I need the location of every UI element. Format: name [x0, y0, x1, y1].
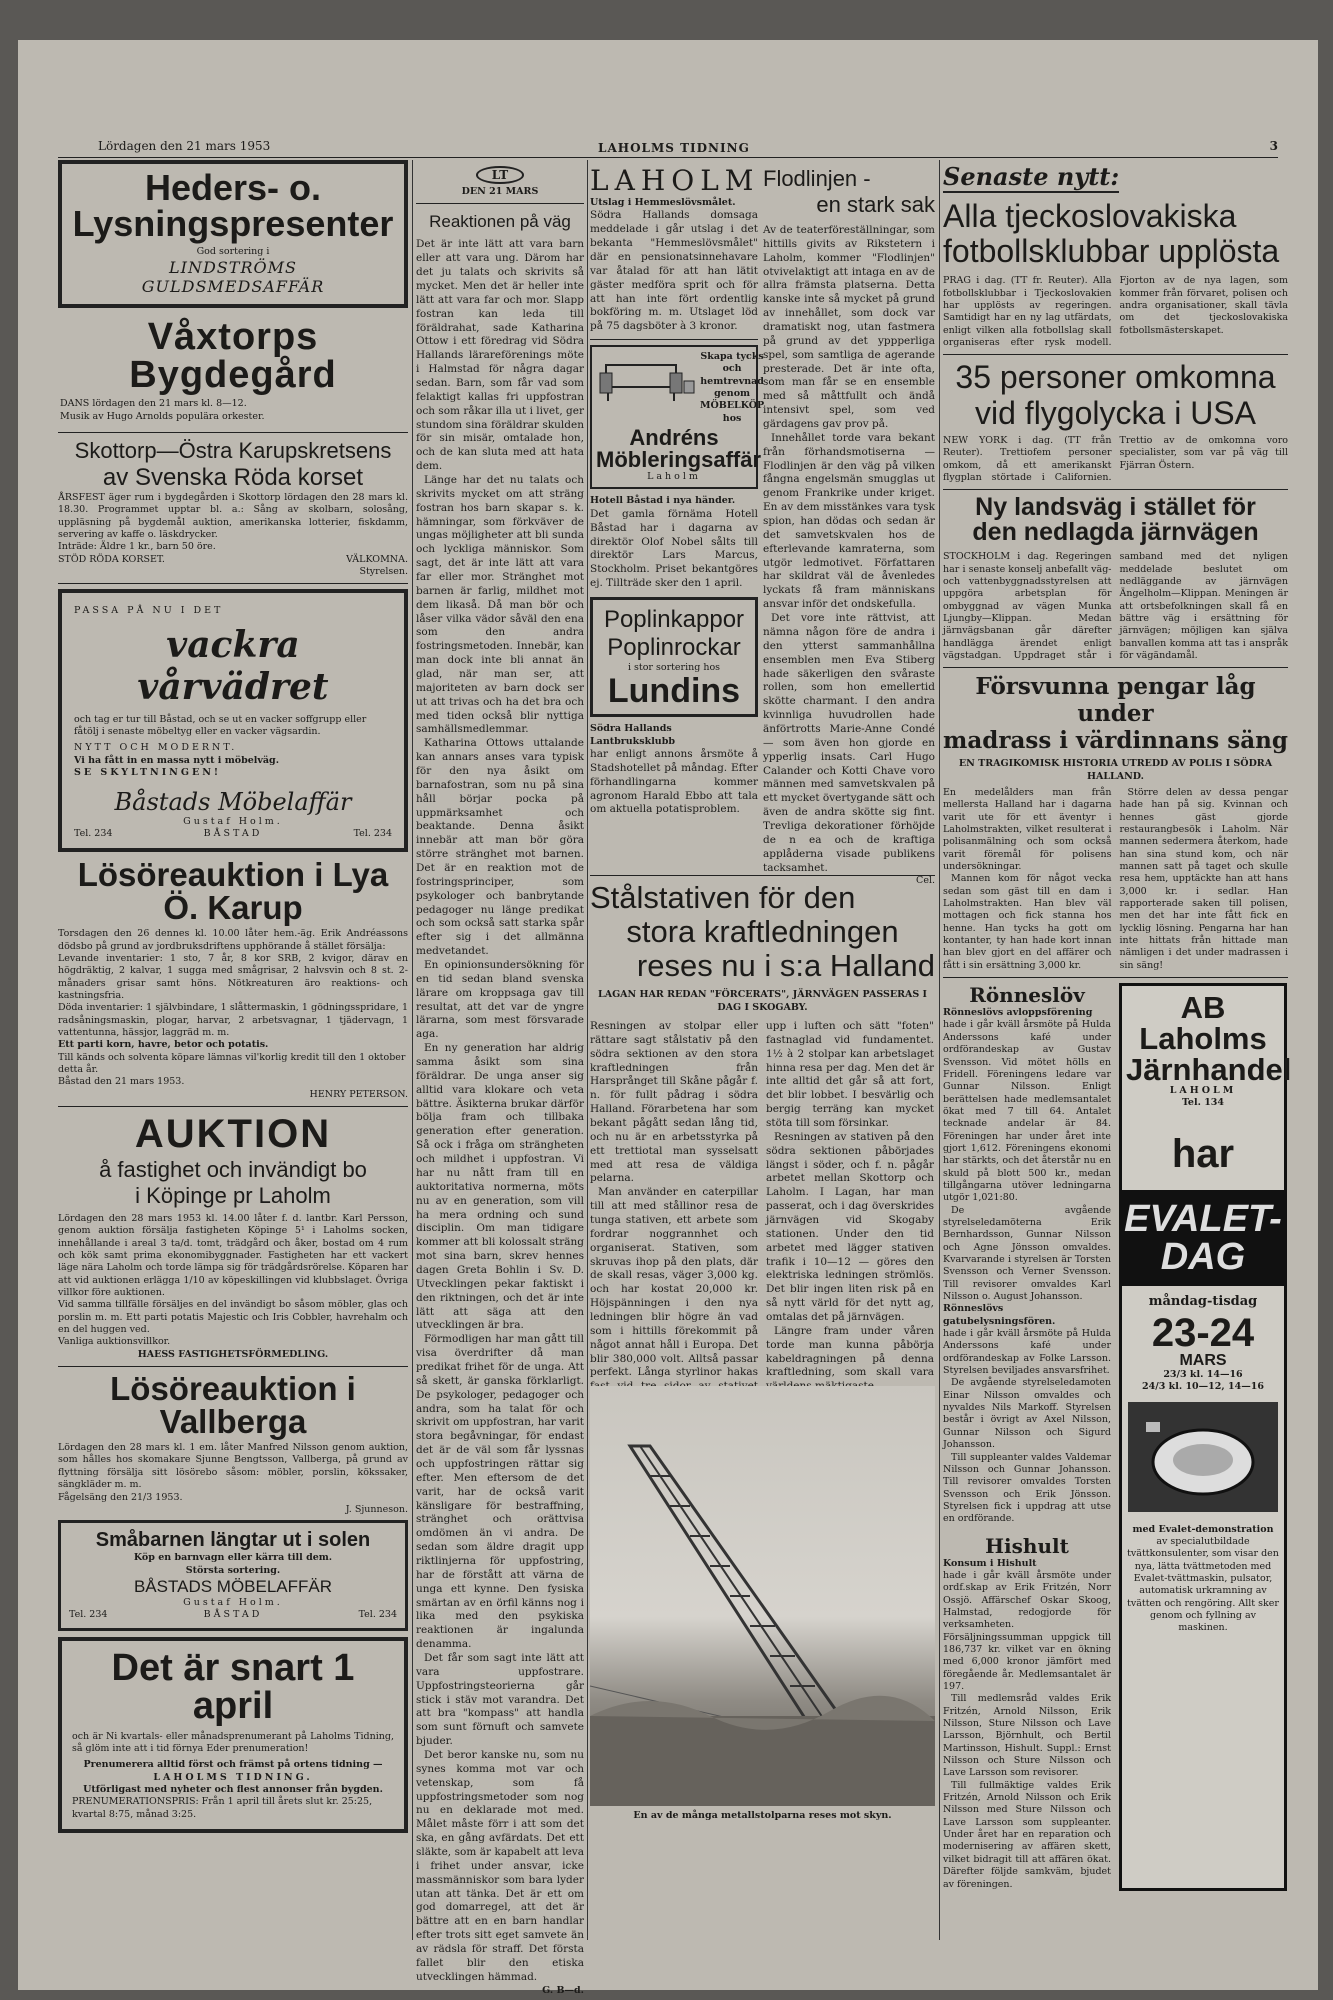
ad-smabarnen-shop: BÅSTADS MÖBELAFFÄR: [133, 1576, 333, 1596]
ad-evalet-time2: 24/3 kl. 10—12, 14—16: [1142, 1381, 1264, 1393]
column-editorial: [416, 160, 584, 1996]
ad-evalet-ab2: Järnhandel: [1126, 1052, 1292, 1088]
ad-vallberga: [58, 1372, 408, 1516]
ad-heders-shop2: GULDSMEDSAFFÄR: [141, 277, 325, 297]
column-rule: [412, 160, 413, 1940]
sodra-body: har enligt annons årsmöte å Stadshotellet på måndag. Efter förhandlingarna kommer agronom Harald Ebbo att tala om aktuella potatisproblem.: [590, 748, 758, 816]
usa-body: NEW YORK i dag. (TT från Reuter). Trettiofem personer omkom, då ett amerikanskt flygplan störtade i Californien. Trettio av de omkomna voro specialister, som var på väg till Fjärran Östern.: [943, 434, 1288, 483]
ad-lundins-line3: i stor sortering hos: [627, 661, 721, 673]
ad-lya-karup: [58, 858, 408, 1101]
sodra-title: Södra Hallands Lantbruksklubb: [590, 723, 675, 747]
column-rule: [939, 160, 940, 1940]
stal-title1: Stålstativen för den: [590, 880, 856, 915]
ad-vackra-body: och tag er tur till Båstad, och se ut en vacker soffgrupp eller fåtölj i senaste möbeltyg eller en vacker vägsardin.: [74, 713, 367, 738]
ad-april-utf: Utförligast med nyheter och flest annonser från bygden.: [83, 1783, 383, 1795]
editorial-badge: LT: [476, 166, 524, 184]
divider: [58, 432, 408, 433]
ad-smabarnen: [58, 1520, 408, 1630]
his-title: Hishult: [985, 1533, 1069, 1558]
ad-vaxtorp-musik: Musik av Hugo Arnolds populära orkester.: [60, 410, 265, 422]
fors-para: Mannen kom för något vecka sedan som gäst till en dam i Laholmstrakten. Han blev väl mottagen och fick stanna hos henne. Han tycks ha gott om kontanter, ty han hade kort innan han blev gjort en del affärer och fått i sin ersättning 3,000 kr.: [943, 873, 1112, 971]
ad-evalet-demo-title: med Evalet-demonstration: [1132, 1523, 1274, 1535]
ad-lundins-line1: Poplinkappor: [603, 605, 745, 633]
editorial-sign: G. B—d.: [542, 1984, 584, 1996]
ad-evalet-ab1: AB Laholms: [1139, 990, 1267, 1057]
ad-vallberga-title: Lösöreauktion i Vallberga: [110, 1370, 356, 1441]
ad-lya-karup-ett: Ett parti korn, havre, betor och potatis.: [58, 1039, 269, 1051]
ny-body: STOCKHOLM i dag. Regeringen har i senaste konselj anbefallt väg- och vattenbyggnadsstyrelsen att uppgöra arbetsplan för ombyggnad av vägen Munka Ljungby—Klippan. Medan järnvägsbanan går därefter handlägga ärendet enligt vägstadgan. Uppdraget står i samband med det nyligen meddelade beslutet om nedläggande av järnvägen Ängelholm—Klippan. Meningen är att ortsbefolkningen skall få en bättre väg i ersättning för järnvägen; möjligen kan själva banvallen komma att tas i anspråk för vägändamål.: [943, 551, 1288, 661]
ad-heders-shop1: LINDSTRÖMS: [169, 258, 297, 278]
ad-smabarnen-title: Småbarnen längtar ut i solen: [95, 1529, 371, 1552]
ad-evalet-ab3: LAHOLM: [1169, 1085, 1237, 1097]
ad-lya-karup-bastad: Båstad den 21 mars 1953.: [58, 1076, 185, 1088]
ad-evalet-time1: 23/3 kl. 14—16: [1163, 1368, 1243, 1380]
ad-vaxtorp-dans: DANS lördagen den 21 mars kl. 8—12.: [60, 398, 247, 410]
header-page-number: 3: [1269, 139, 1278, 153]
divider: [58, 1366, 408, 1367]
stal-para: Man använder en caterpillar till att med stållinor resa de tunga stativen, ett arbete som fordrar noggrannhet och organiserat. Stativen, som skruvas ihop på den plats, där de skall resas, väger 3,000 kg. och har kostat 20,000 kr. Höjspänningen i den nya ledningen blir högre än vad som i hittills förekommit på något annat håll i Europa. Det blir 380,000 volt. Alltså passar perfekt. Långa styrlinor hakas: [590, 1186, 758, 1379]
ad-andrens-line1: Skapa tycks och hemtrevnad genom: [700, 351, 764, 400]
column-flodlinjen: [763, 160, 935, 887]
laholm-sub: Utslag i Hemmeslövsmålet.: [590, 197, 736, 208]
divider: [416, 203, 584, 204]
flodlinjen-title1: Flodlinjen -: [763, 166, 871, 191]
ad-vackra-tel1: Tel. 234: [74, 827, 113, 839]
ad-evalet-ab4: Tel. 134: [1181, 1097, 1225, 1109]
ad-april-title: Det är snart 1 april: [111, 1646, 355, 1727]
tj-title1: Alla tjeckoslovakiska: [943, 198, 1237, 234]
header-date: Lördagen den 21 mars 1953: [98, 139, 271, 153]
divider: [943, 354, 1288, 355]
ad-april-pren: Prenumerera alltid först och främst på ortens tidning —: [83, 1759, 383, 1771]
flodlinjen-title2: en stark sak: [816, 192, 935, 217]
ad-vaxtorp-title: Våxtorps Bygdegård: [129, 316, 337, 397]
ad-evalet-dag: EVALET-DAG: [1124, 1197, 1282, 1278]
ad-auktion-body: Lördagen den 28 mars 1953 kl. 14.00 låter f. d. lantbr. Karl Persson, genom auktion försälja fastigheten Köpinge 5¹ i Laholms socken, innehållande i areal 3 ta/d. tomt, trädgård och åker, bostad om 4 rum och kök samt prima ekonomibyggnader. Fastigheten har ett vackert läge nära Laholm och torde lämpa sig för trädgårdsrörelse. Köparen har att vid auktionen erlägga 1/10 av köpeskillingen vid klubbslaget. Övriga villkor före auktionen.: [58, 1213, 408, 1299]
ny-title2: den nedlagda järnvägen: [972, 518, 1259, 547]
stal-para: Längre fram under våren torde man kunna påbörja kabeldragningen på denna kraftledning, som skall vara: [766, 1324, 934, 1379]
ad-evalet-demo-body: av specialutbildade tvättkonsulenter, som visar den nya, lätta tvättmetoden med Evalet-tvättmaskin, pulsator, automatisk urkramning av tvätten och rengöring. Allt sker genom och fyllning av maskinen.: [1127, 1535, 1279, 1634]
ran-sub2: Rönneslövs gatubelysningsfören.: [943, 1303, 1056, 1327]
pylon-caption: En av de många metallstolparna reses mot skyn.: [633, 1810, 892, 1821]
washing-machine-icon: [1128, 1402, 1278, 1512]
ran-para: De avgående styrelseledamöterna Erik Bernhardsson, Gunnar Nilsson och Agne Jönsson omvaldes. Kvarvarande i styrelsen är Torsten Svensson och Verner Svensson. Till revisorer omvaldes Karl Nilsson o. August Johansson.: [943, 1204, 1111, 1303]
ran-sub: Rönneslövs avloppsförening: [943, 1007, 1093, 1019]
ad-smabarnen-owner: Gustaf Holm.: [183, 1596, 283, 1608]
ad-andrens-name: Andréns Möbleringsaffär: [596, 425, 762, 473]
ad-andrens: [590, 345, 765, 489]
ad-smabarnen-tel2: Tel. 234: [358, 1609, 397, 1621]
divider: [943, 977, 1288, 978]
divider: [943, 489, 1288, 490]
column-rule: [587, 160, 588, 1940]
ad-vackra-title: vackra vårvädret: [137, 623, 329, 708]
fors-title2: madrass i värdinnans säng: [943, 727, 1288, 755]
ad-auktion-title: AUKTION: [134, 1112, 332, 1156]
stal-para: Resningen av stativen på den södra sektionen påbörjades längst i söder, och f. n. pågår arbetet mellan Skottorp och Laholm. I Lagan, har man passerat, och i dag överskrides järnvägen vid Skogaby stationen. Under den tid arbetet med lägger stativen trafik i 10—12 — göres den elektriska ledningen strömlös. Det blir ingen liten risk på en så nytt värld för det nytt ag, omtalas det på järnvägen.: [766, 1130, 934, 1324]
ad-auktion: [58, 1112, 408, 1361]
column-laholm: [590, 160, 765, 860]
ad-skottorp-intrade: Inträde: Äldre 1 kr., barn 50 öre.: [58, 541, 216, 553]
newspaper-page: [18, 40, 1318, 1996]
ad-heders-title: Heders- o. Lysningspresenter: [72, 167, 394, 244]
ad-vaxtorp: [58, 314, 408, 427]
divider: [590, 339, 758, 340]
usa-title1: 35 personer omkomna: [955, 359, 1276, 396]
ran-title: Rönneslöv: [969, 983, 1085, 1008]
column-ads-left: [58, 160, 408, 1960]
ad-andrens-line2: MÖBELKÖP hos: [700, 400, 765, 424]
ad-skottorp-styrelsen: Styrelsen.: [359, 566, 408, 578]
ad-april: [58, 1637, 408, 1833]
stal-title3: reses nu i s:a Halland: [636, 948, 935, 984]
ran-para: hade i går kväll årsmöte på Hulda Anderssons kafé under ordförandeskap av Gustav Svensson. Vid mötet hölls en Fridell. Föreningens ledare var Gunnar Nilsson. Enligt berättelsen hade medlemsantalet ökat med 7 till 64. Antalet tecknade andelar är 84. Föreningen har under året inte gjort 1,612. Föreningens ekonomi har stärkts, och det återstår nu en skuld på blott 500 kr., medan tillgångarna utöver ledningarna utgör 1,021:80.: [943, 1019, 1111, 1204]
pylon-photo-block: [590, 1380, 935, 1820]
fors-title1: Försvunna pengar låg under: [975, 673, 1256, 728]
editorial-para: Förmodligen har man gått till visa överdrifter då man predikat frihet för de unga. Att så skett, är ganska förklarligt. De psykologer, pedagoger och andra, som ha talat för och skrivit om uppfostran, har varit stora begåvningar, för endast det är de väl som får lyssnas och uppfostringen rättar sig efter. Men eftersom de det varit, har de också varit känsligare för bestraffning, stränghet och orättvisa omdömen än vi andra. De sedan som äldre dragit upp riktlinjerna för uppfostring, har de förstått att värna de unga ett kynne. Den fysiska smärtan av en örfil känns nog i lika med den psykiska reaktionen är ingalunda denamma.: [416, 1333, 584, 1651]
ad-lundins: [590, 597, 758, 717]
his-para: Till medlemsråd valdes Erik Fritzén, Arnold Nilsson, Erik Nilsson, Sture Nilsson och Lave Larsson, Björnhult, och Bertil Martinsson, Hishult. Suppl.: Ernst Nilsson och Sture Nilsson och Lave Larsson som revisorer.: [943, 1693, 1111, 1779]
stal-sub: LAGAN HAR REDAN "FÖRCERATS", JÄRNVÄGEN PASSERAS I DAG I SKOGABY.: [598, 989, 927, 1013]
ad-vallberga-body: Lördagen den 28 mars kl. 1 em. låter Manfred Nilsson genom auktion, som hålles hos skomakare Sjunne Bengtsson, Vallberga, på grund av flyttning försälja sitt lösörebo såsom: möbler, porslin, kökssaker, sängkläder m. m.: [58, 1442, 408, 1491]
divider: [590, 875, 935, 876]
ad-smabarnen-line1: Köp en barnvagn eller kärra till dem.: [133, 1552, 333, 1564]
editorial-para: Det får som sagt inte lätt att vara uppfostrare. Uppfostringsteorierna går stick i stäv mot varandra. Det att bra "kompass" att handla som sunt förnuft och samvete bjuder.: [416, 1652, 584, 1748]
editorial-date: DEN 21 MARS: [461, 186, 539, 197]
ad-lundins-line2: Poplinrockar: [607, 633, 741, 661]
column-senaste-nytt: [943, 160, 1292, 1960]
ad-evalet-har: har: [1171, 1131, 1235, 1176]
ad-vallberga-date: Fågelsäng den 21/3 1953.: [58, 1491, 183, 1503]
tj-body: PRAG i dag. (TT fr. Reuter). Alla fotbollsklubbar i Tjeckoslovakien har upplösts av regeringen. Samtidigt har en ny lag utfärdats, enligt vilken alla fotbollslag skall organiseras efter rysk modell. Fjorton av de nya lagen, som kommer från förvaret, polisen och andra organisationer, skall tävla om det tjeckoslovakiska fotbollsmästerskapet.: [943, 275, 1288, 349]
ad-heders: [58, 160, 408, 308]
divider: [943, 667, 1288, 668]
flodlinjen-para: Det vore inte rättvist, att nämna någon före de andra i den ytterst sammanhållna ensemblen men Eva Stiberg hade säkerligen den svåraste rollen, som hon emellertid skötte charmant. I den andra kvinnliga huvudrollen hade änförtrotts Marie-Anne Condé — som även hon gjorde en ypperlig insats. Carl Hugo Calander och Kotti Chave voro männen med samvetskvalen på ett mycket övertygande sätt och även de andra skötte sig fint. Trevliga dekorationer förhöjde de n ea och de kraftiga applåderna visade publikens tacksamhet.: [763, 612, 935, 874]
laholm-body: Södra Hallands domsaga meddelade i går utslag i det bekanta "Hemmeslövsmålet" där en pensionatsinnehavare var åtalad för att han lätit gäster medföra sprit och för att han inte fört ordentlig bokföring m. m. Utslaget löd på 75 dagsböter à 3 kronor.: [590, 209, 758, 333]
ad-vackra-town: BÅSTAD: [203, 827, 263, 839]
ad-evalet-days: måndag-tisdag: [1148, 1293, 1258, 1309]
his-para: hade i går kväll årsmöte under ordf.skap av Erik Fritzén, Norr Ossjö. Affärschef Oskar Skoog, Halmstad, redogjorde för verksamheten. Försäljningssumman uppgick till 186,737 kr. vilket var en ökning med 6,000 kronor jämfört med föregående år. Medlemsantalet är 197.: [943, 1569, 1111, 1692]
ad-lya-karup-doda: Döda inventarier: 1 självbindare, 1 slåttermaskin, 1 gödningsspridare, 1 radsåningsmaskin, plogar, harvar, 2 arbetsvagnar, 1 tjädervagn, 1 vattentunna, hässjor, laggräd m. m.: [58, 1002, 408, 1038]
editorial-para: Det är inte lätt att vara barn eller att vara ung. Därom har det ju talats och skrivits så mycket. Men det är heller inte lätt att vara far och mor. Slapp fostran kan leda till föräldrahat, sade Katharina Ottow i ett föredrag vid Södra Hallands lärareförenings möte i Halmstad för några dagar sedan. Barn, som får vad som felaktigt kallas fri uppfostran och som råkar illa ut i livet, ger stundom sina föräldrar skulden för sin misär, omtalade hon, och de kan sluta med att hata dem.: [416, 238, 584, 473]
ad-smabarnen-town: BÅSTAD: [203, 1609, 263, 1621]
ad-smabarnen-line2: Största sortering.: [185, 1564, 281, 1576]
ad-skottorp-title2: av Svenska Röda korset: [102, 464, 364, 492]
editorial-para: En ny generation har aldrig samma åsikt som sina föräldrar. De unga anser sig alltid vara klokare och veta bättre. Äsikterna brukar därför bölja fram och tillbaka generation efter generation. Så ock i fråga om strängheten och mildhet i uppfostran. Vi har nu nått fram till en auktoritativa normerna, möts nu av en generation, som vill ha mera ordning och sund disciplin. Om man tidigare kommer att bli kolossalt sträng mot sina barn, skrev hennes dagen Greta Bohlin i Sv. D. Utvecklingen pekar faktiskt i den riktningen, och det är inte lätt att säga att den utvecklingen är bra.: [416, 1042, 584, 1332]
ran-para: Till suppleanter valdes Valdemar Nilsson och Gunnar Johansson. Till revisorer omvaldes Torsten Svensson och Erik Jönsson. Styrelsen fick i uppdrag att utse en ordförande.: [943, 1451, 1111, 1525]
ad-skottorp: [58, 438, 408, 578]
his-sub: Konsum i Hishult: [943, 1557, 1037, 1569]
ad-skottorp-body: ÅRSFEST äger rum i bygdegården i Skottorp lördagen den 28 mars kl. 18.30. Programmet upptar bl. a.: Sång av skolbarn, solosång, uppläsning på bygdemål auktion, amerikanska lotterier, fiskdamm, servering av kaffe o. läskdrycker.: [58, 492, 408, 541]
local-news: [943, 983, 1111, 1891]
ad-skottorp-stod: STÖD RÖDA KORSET.: [58, 553, 165, 565]
editorial-para: Katharina Ottows uttalande kan annars anses vara typisk för den nya åsikt om barnafostran, som nu på sina håll börjar pocka på uppmärksamhet och beaktande. Denna åsikt innebär att man bör göra större stränghet mot barnen. Det är en reaktion mot de fostringsprinciper, som psykologer och banbrytande pedagoger nu länge predikat och som också satt starka spår efter sig i det allmänna medvetandet.: [416, 737, 584, 958]
flodlinjen-para: Innehållet torde vara bekant från förhandsmotiserna — Flodlinjen är den väg på vilken fångna engelsmän smugglas ut genom Frankrike under kriget. En av dem misstänkes vara tysk spion, han dödas och sedan är det samvetskvalen hos de efterlevande kamraterna, som utgör ledmotivet. Författaren har skildrat väl de åvenledes lyckats få fram människans ansvar inför det ondskefulla.: [763, 431, 935, 611]
hotell-title: Hotell Båstad i nya händer.: [590, 495, 736, 507]
hotell-body: Det gamla förnäma Hotell Båstad har i dagarna av direktör Olof Nobel sålts till direktör Lars Marcus, Stockholm. Priset bekantgöres ej. Tillträde sker den 1 april.: [590, 507, 758, 590]
editorial-para: Länge har det nu talats och skrivits mycket om att sträng fostran hos barn skapar s. k. hämningar, som förkväver de ungas möjligheter att bli sunda och lyckliga människor. Som sagt, det är inte lätt att vara far eller mor. Stränghet mot barnen är farlig, mildhet mot dem likaså. Då man bör och låser vilka vädor såväl den ena som den andra fostringsmetoden. Innebär, kan man dock inte bli annat än glad, när man ser, att majoriteten av barn dock ser ut att trivas och ha det bra och med tiden också blir nyttiga samhällsmedlemmar.: [416, 473, 584, 736]
ad-heders-line: God sortering i: [196, 246, 270, 257]
divider: [58, 583, 408, 584]
ad-vackra-pre: PASSA PÅ NU I DET: [74, 605, 224, 617]
usa-title2: vid flygolycka i USA: [975, 394, 1256, 431]
flodlinjen-sign: Cel.: [916, 875, 935, 887]
ad-evalet-banner: [1122, 1190, 1284, 1286]
header-paper-name: LAHOLMS TIDNING: [598, 141, 750, 155]
ad-andrens-town: Laholm: [647, 471, 701, 483]
tj-title2: fotbollsklubbar upplösta: [943, 233, 1280, 270]
flodlinjen-para: Av de teaterföreställningar, som hittills givits av Rikstetern i Laholm, kommer "Flodlinjen" otvivelaktigt att intaga en av de allra främsta platserna. Detta kanske inte så mycket på grund av innehållet, som dock var dramatiskt nog, utan fastmera på grund av det yppperliga spel, som samtliga de agerande presterade. Det är inte ofta, som man får se en ensemble med så måttfullt och ändå intensivt spel, som ved gärdagens gav prov på.: [763, 224, 935, 431]
sofa-illustration-icon: [596, 351, 696, 407]
stal-para: Resningen av stolpar eller rättare sagt stålstativ på den södra sektionen av den stora kraftledningen från Harsprånget till Skåne pågår f. n. för fullt pådrag i södra Halland. Förarbetena har som bekant pågått sedan lång tid, och nu är en arbetsstyrka på ett trettiotal man sysselsatt med att resa de väldiga pelarna.: [590, 1019, 758, 1185]
ad-vackra-vi: Vi ha fått in en massa nytt i möbelväg.: [74, 754, 280, 766]
page-header: [58, 128, 1278, 158]
ad-skottorp-title1: Skottorp—Östra Karupskretsens: [74, 438, 392, 464]
ad-lya-karup-till: Till känds och solventa köpare lämnas vil'korlig kredit till den 1 oktober detta år.: [58, 1051, 406, 1075]
ad-auktion-vanliga: Vanliga auktionsvillkor.: [58, 1336, 171, 1348]
stal-para: upp i luften och sätt "foten" fastnaglad vid fundamentet. 1½ à 2 stolpar kan arbetslaget hinna resa per dag. Men det är inte alltid det går så att fort, det blir lobbet. I besvärlig och bergig terräng kan mycket stöta till som försinkar.: [766, 1019, 934, 1129]
editorial-para: Det beror kanske nu, som nu synes komma mot var och vetenskap, som få uppfostringsmetoder som nog nu en deklarade mot med. Målet måste förr i att som det ska, en gång avfärdats. Det ett släkte, som är kapabelt att leva i frihet under ansvar, icke massmänniskor som bara lyder utan att tänka. Det är ett om god domarregel, att det är bättre att en en barn handlar efter trots sitt eget samvete än av rädsla för straff. Det första fallet blir den etiska utvecklingen hämmad.: [416, 1749, 584, 1983]
ran-para: De avgående styrelseledamoten Einar Nilsson omvaldes och nyvaldes Nils Markoff. Styrelsen består i övrigt av Axel Nilsson, Gunnar Nilsson och Sigurd Johansson.: [943, 1377, 1111, 1451]
ad-april-pris: PRENUMERATIONSPRIS: Från 1 april till årets slut kr. 25:25, kvartal 8:75, månad 3:25.: [72, 1796, 373, 1820]
ad-vackra-shop: Båstads Möbelaffär: [114, 787, 352, 816]
ad-vackra-nytt: NYTT OCH MODERNT.: [74, 742, 238, 754]
senaste-kicker: Senaste nytt:: [943, 162, 1120, 191]
ad-vackra-tel2: Tel. 234: [353, 827, 392, 839]
ad-auktion-vid: Vid samma tillfälle försäljes en del invändigt bo såsom möbler, glas och porslin m. m. Ett parti potatis Majestic och Iris Cobbler, havrehalm och en del huggen ved.: [58, 1299, 408, 1336]
ad-lya-karup-body: Torsdagen den 26 dennes kl. 10.00 låter hem.-äg. Erik Andréassons dödsbo på grund av jordbruksdriftens upphörande å stället försälja:: [58, 928, 408, 952]
ad-vackra-owner: Gustaf Holm.: [183, 815, 283, 827]
his-para: Till fullmäktige valdes Erik Fritzén, Arnold Nilsson och Erik Nilsson med Sture Nilsson och Lave Larsson som suppleanter. Under året har en reparation och modernisering av affären skett, vilket bidragit till att affären ökat. Därefter följde samkväm, bjudet av föreningen.: [943, 1779, 1111, 1890]
ad-april-body: och är Ni kvartals- eller månadsprenumerant på Laholms Tidning, så glöm inte att i tid förnya Eder prenumeration!: [72, 1730, 394, 1754]
fors-sub: EN TRAGIKOMISK HISTORIA UTREDD AV POLIS I SÖDRA HALLAND.: [958, 758, 1273, 782]
ad-lya-karup-sign: HENRY PETERSON.: [309, 1088, 408, 1100]
editorial-para: En opinionsundersökning för en tid sedan bland svenska lärare om kroppsaga gav till resultat, att det var de yngre lärarna, som mest försvarade aga.: [416, 959, 584, 1041]
editorial-title: Reaktionen på väg: [429, 212, 571, 232]
ad-evalet: [1119, 983, 1292, 1891]
ad-evalet-date: 23-24: [1151, 1310, 1255, 1355]
ad-auktion-sub2: i Köpinge pr Laholm: [135, 1183, 331, 1208]
ran-para: hade i går kväll årsmöte på Hulda Anderssons kafé under ordförandeskap av Folke Larsson. Styrelsen beviljades ansvarsfrihet.: [943, 1328, 1111, 1377]
divider: [58, 1106, 408, 1107]
ad-auktion-sign: HAESS FASTIGHETSFÖRMEDLING.: [137, 1348, 329, 1360]
ad-lundins-name: Lundins: [607, 672, 741, 711]
pylon-photo-icon: [590, 1386, 935, 1806]
pylon-photo: [590, 1386, 935, 1806]
ad-vackra-se: SE SKYLTNINGEN!: [74, 767, 222, 779]
ad-evalet-mars: MARS: [1179, 1351, 1227, 1369]
ad-smabarnen-tel1: Tel. 234: [69, 1609, 108, 1621]
ad-lya-karup-title: Lösöreauktion i Lya Ö. Karup: [77, 856, 389, 927]
stal-title2: stora kraftledningen: [626, 914, 899, 950]
fors-para: Större delen av dessa pengar hade han på sig. Kvinnan och hennes gäst gjorde restaurangbesök i Laholm. När mannen sedermera återkom, hade han sina stund kom, och när mannen satt på taget och skulle resa hem, upptäckte han att hans 3,000 kr. i sedlar. Han rapporterade saken till polisen, men det har inte fått fick en lycklig lösning. Pengarna har han inte hittats från hittade man nämligen i det under madrassen i sin säng!: [1119, 786, 1288, 971]
ad-skottorp-valkomna: VÄLKOMNA.: [346, 553, 408, 565]
laholm-title: LAHOLM: [590, 164, 760, 197]
ad-vallberga-sign: J. Sjunneson.: [345, 1503, 408, 1515]
fors-para: En medelålders man från mellersta Halland har i dagarna varit ute för ett äventyr i Laholmstrakten, vilket resulterat i polisanmälning och som också varit föremål för polisens undersökningar.: [943, 786, 1112, 873]
ad-lya-karup-levande: Levande inventarier: 1 sto, 7 år, 8 kor SRB, 2 kvigor, därav en högdräktig, 2 kalvar, 1 sugga med smågrisar, 2 halvsvin och 8 st. 2-månaders grisar samt höns. Nötkreaturen äro reaktions- och kastningsfria.: [58, 952, 408, 1001]
ad-vackra: [58, 589, 408, 852]
ny-title1: Ny landsväg i stället för: [975, 493, 1256, 522]
ad-april-lt: LAHOLMS TIDNING.: [153, 1771, 313, 1783]
ad-auktion-sub1: å fastighet och invändigt bo: [99, 1157, 367, 1182]
